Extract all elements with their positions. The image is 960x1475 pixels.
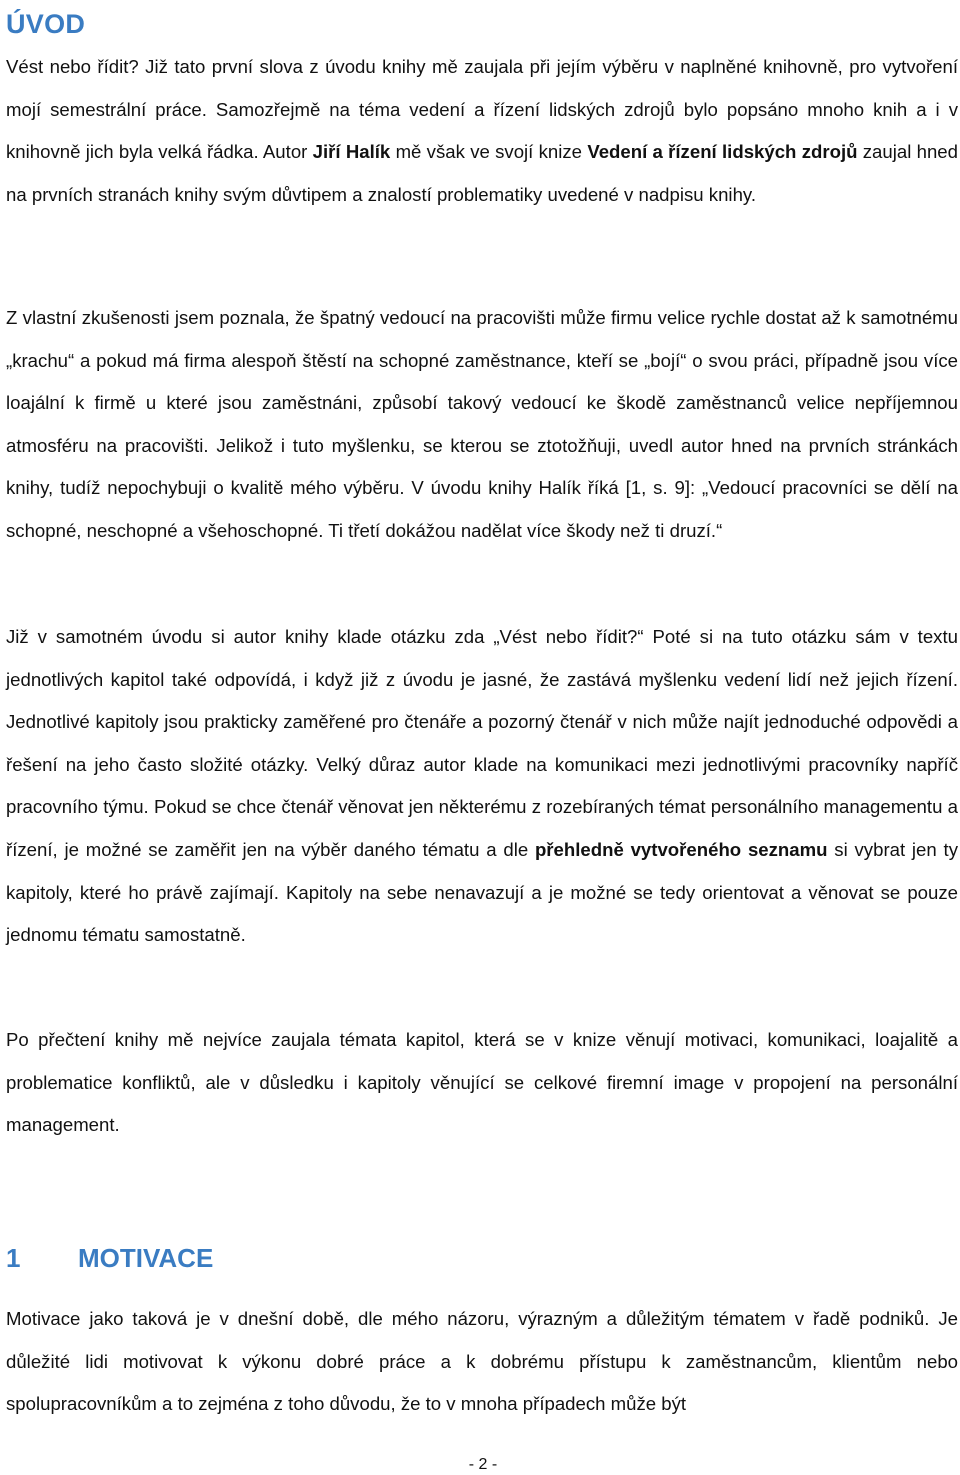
paragraph-1 [6,46,958,216]
text-run: Motivace jako taková je v dnešní době, dle mého názoru, výrazným a důležitým tématem v řadě podniků. Je důležité lidi motivovat k výkonu dobré práce a k dobrému přístupu k zaměstnancům, klientům nebo spolupracovníkům a to zejména z toho důvodu, že to v mnoha případech může být [6,1308,958,1415]
chapter-title: MOTIVACE [78,1243,214,1273]
text-run: mě však ve svojí knize [390,141,588,163]
text-run: si vybrat jen ty kapitoly, které ho právě zajímají. Kapitoly na sebe nenavazují a je možné se tedy orientovat a věnovat se pouze jednomu tématu samostatně. [6,838,958,946]
paragraph-5 [6,1298,958,1426]
paragraph-3 [6,616,958,957]
bold-text-run: přehledně vytvořeného seznamu [534,838,828,860]
text-run: Již v samotném úvodu si autor knihy klade otázku zda „Vést nebo řídit?“ Poté si na tuto otázku sám v textu jednotlivých kapitol také odpovídá, i když již z úvodu je jasné, že zastává myšlenku vedení lidí než jejich řízení. Jednotlivé kapitoly jsou prakticky zaměřené pro čtenáře a pozorný čtenář v nich může najít jednoduché odpovědi a řešení na jeho často složité otázky. Velký důraz autor klade na komunikaci mezi jednotlivými pracovníky napříč pracovního týmu. Pokud se chce čtenář věnovat jen některému z rozebíraných témat personálního managementu a řízení, je možné se zaměřit jen na výběr daného tématu a dle [6,626,958,860]
text-run: Po přečtení knihy mě nejvíce zaujala témata kapitol, která se v knize věnují motivaci, komunikaci, loajalitě a problematice konfliktů, ale v důsledku i kapitoly věnující se celkové firemní image v propojení na personální management. [6,1029,958,1136]
bold-text-run: Vedení a řízení lidských zdrojů [587,141,858,163]
chapter-heading [6,1236,213,1280]
section-heading-intro: ÚVOD [6,9,86,39]
paragraph-2 [6,297,958,553]
text-run: Z vlastní zkušenosti jsem poznala, že špatný vedoucí na pracovišti může firmu velice rychle dostat až k samotnému „krachu“ a pokud má firma alespoň štěstí na schopné zaměstnance, kteří se „bojí“ o svou práci, případně jsou více loajální k firmě u které jsou zaměstnáni, způsobí takový vedoucí ke škodě zaměstnanců velice nepříjemnou atmosféru na pracovišti. Jelikož i tuto myšlenku, se kterou se ztotožňuji, uvedl autor hned na prvních stránkách knihy, tudíž nepochybuji o kvalitě mého výběru. V úvodu knihy Halík říká [1, s. 9]: „Vedoucí pracovníci se dělí na schopné, neschopné a všehoschopné. Ti třetí dokážou nadělat více škody než ti druzí.“ [6,307,958,541]
page-number: - 2 - [468,1456,498,1473]
bold-text-run: Jiří Halík [312,141,391,163]
text-run: Vést nebo řídit? Již tato první slova z úvodu knihy mě zaujala při jejím výběru v naplněné knihovně, pro vytvoření mojí semestrální práce. Samozřejmě na téma vedení a řízení lidských zdrojů bylo popsáno mnoho knih a i v knihovně jich byla velká řádka. Autor [6,56,958,163]
chapter-number: 1 [6,1243,21,1273]
text-run: zaujal hned na prvních stranách knihy svým důvtipem a znalostí problematiky uvedené v nadpisu knihy. [6,141,958,205]
paragraph-4 [6,1019,958,1147]
